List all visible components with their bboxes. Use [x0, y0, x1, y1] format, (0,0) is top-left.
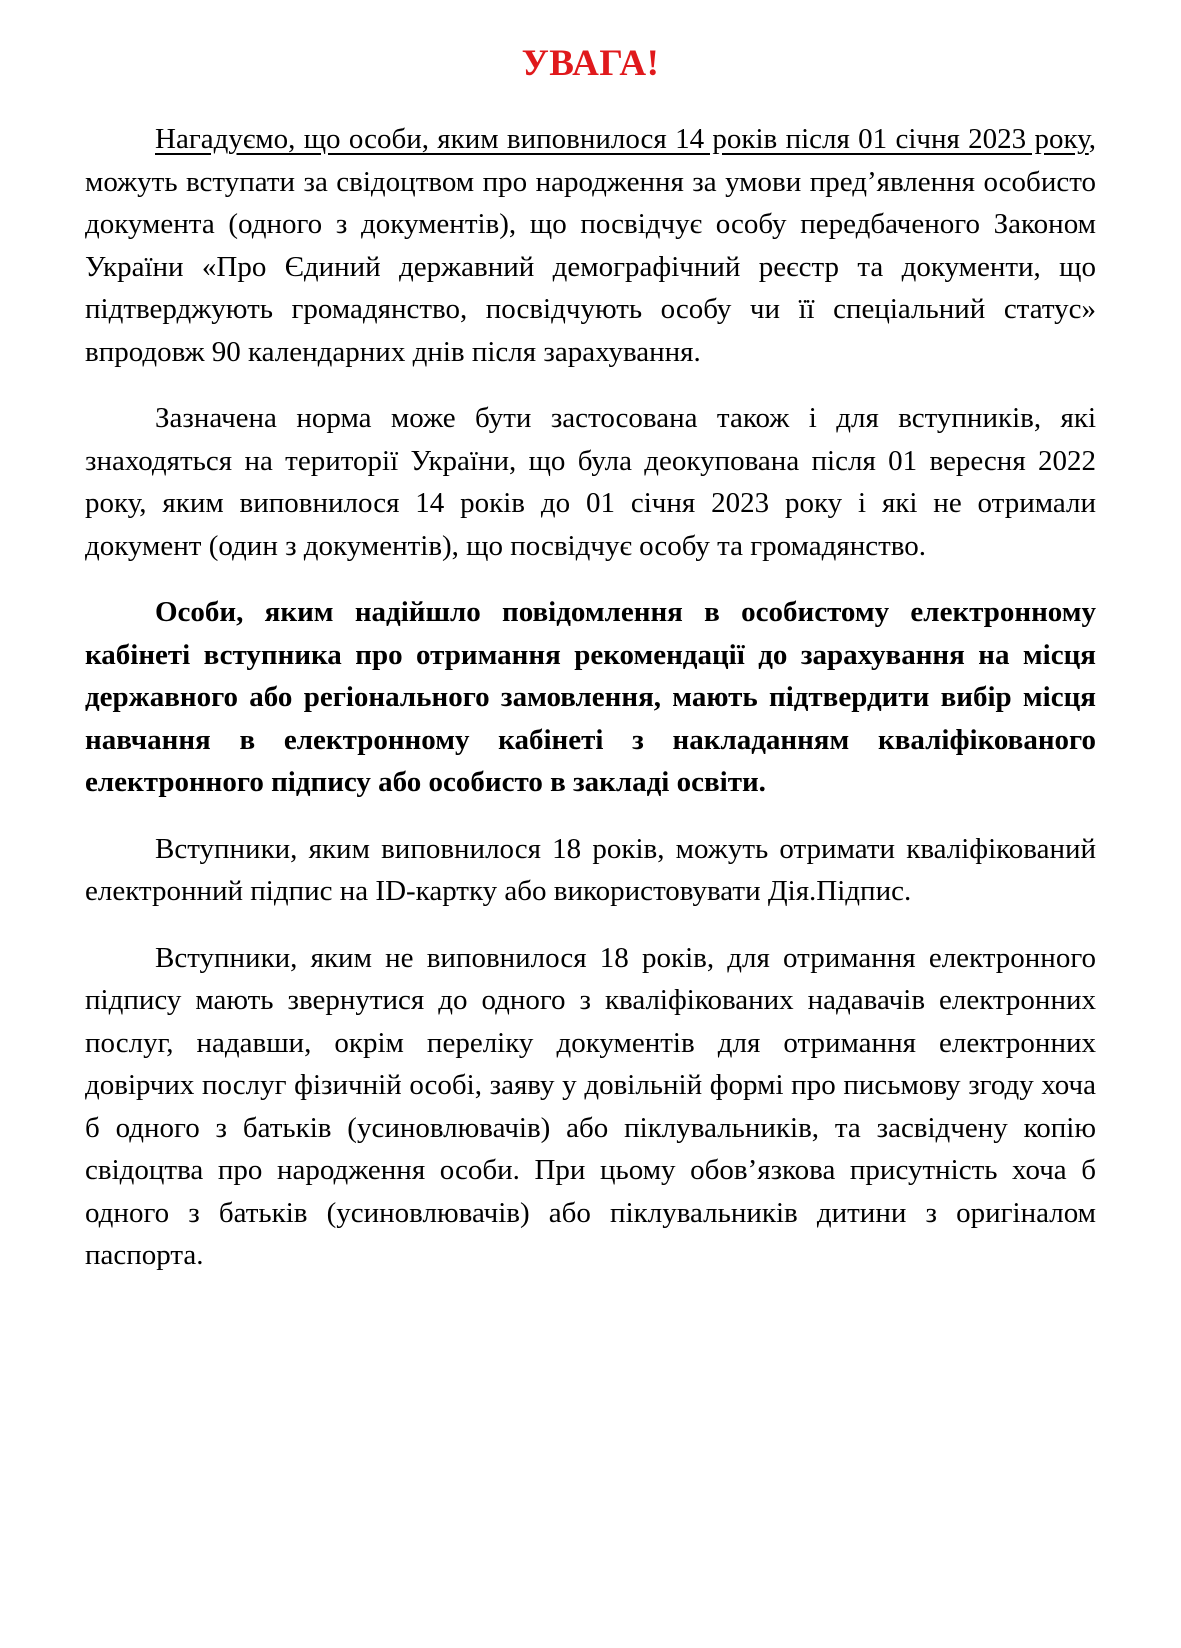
- paragraph-reminder-underlined-text: Нагадуємо, що особи, яким виповнилося 14 років після 01 січня 2023 року: [155, 123, 1089, 155]
- paragraph-reminder-rest-text: , можуть вступати за свідоцтвом про народження за умови пред’явлення особисто документа (одного з документів), що посвідчує особу передбаченого Законом України «Про Єдиний державний демографічний реєстр та документи, що підтверджують громадянство, посвідчують особу чи її спеціальний статус» впродовж 90 календарних днів після зарахування.: [85, 123, 1096, 368]
- paragraph-signature-under-18: Вступники, яким не виповнилося 18 років, для отримання електронного підпису мають звернутися до одного з кваліфікованих надавачів електронних послуг, надавши, окрім переліку документів для отримання електронних довірчих послуг фізичній особі, заяву у довільній формі про письмову згоду хоча б одного з батьків (усиновлювачів) або піклувальників, та засвідчену копію свідоцтва про народження особи. При цьому обов’язкова присутність хоча б одного з батьків (усиновлювачів) або піклувальників дитини з оригіналом паспорта.: [85, 941, 1096, 1271]
- document-title: УВАГА!: [521, 43, 660, 84]
- paragraph-reminder-14-years: [85, 118, 1096, 373]
- paragraph-deoccupied-territories: Зазначена норма може бути застосована також і для вступників, які знаходяться на території України, що була деокупована після 01 вересня 2022 року, яким виповнилося 14 років до 01 січня 2023 року і які не отримали документ (один з документів), що посвідчує особу та громадянство.: [85, 402, 1096, 562]
- paragraph-signature-over-18: Вступники, яким виповнилося 18 років, можуть отримати кваліфікований електронний підпис на ID-картку або використовувати Дія.Підпис.: [85, 832, 1096, 907]
- paragraph-confirmation-bold: Особи, яким надійшло повідомлення в особистому електронному кабінеті вступника про отримання рекомендації до зарахування на місця державного або регіонального замовлення, мають підтвердити вибір місця навчання в електронному кабінеті з накладанням кваліфікованого електронного підпису або особисто в закладі освіти.: [85, 596, 1096, 798]
